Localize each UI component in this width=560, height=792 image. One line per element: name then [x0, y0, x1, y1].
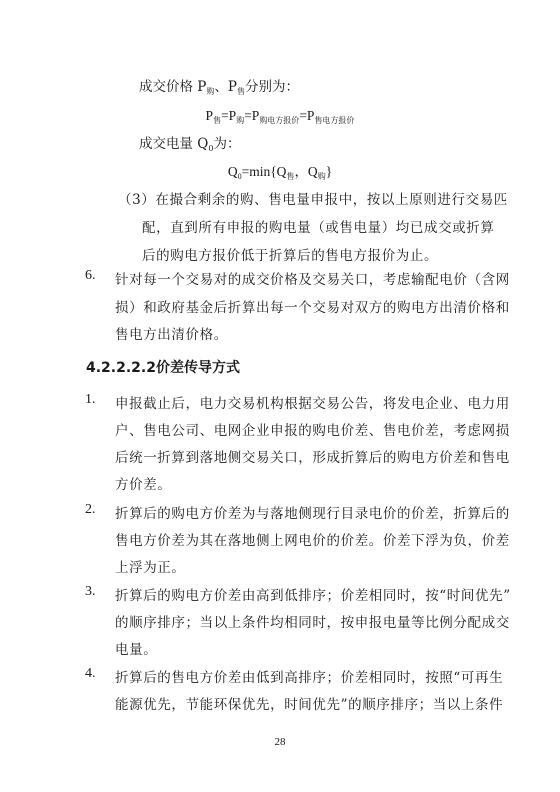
list-item-3-number: 3.: [85, 584, 96, 599]
price-label-line: [139, 77, 299, 99]
q-formula-q: Q: [227, 164, 238, 179]
item6-line-1: 针对每一个交易对的成交价格及交易关口，考虑输配电价（含网: [115, 272, 510, 288]
list-item-4-line-1: 折算后的售电方价差由低到高排序；价差相同时，按照“可再生: [115, 670, 504, 686]
section-title: 价差传导方式: [155, 360, 240, 376]
q-formula-end: }: [325, 164, 333, 179]
page-number: 28: [274, 736, 286, 748]
q-formula-sub: 0: [237, 172, 242, 181]
item6-number: 6.: [85, 268, 96, 283]
formula-eq-1: =P: [221, 108, 237, 123]
quantity-formula: [0, 162, 560, 184]
quantity-label-line: [139, 134, 240, 156]
list-item-4-line-2: 能源优先，节能环保优先，时间优先”的顺序排序；当以上条件: [115, 697, 504, 713]
quantity-sub: 0: [208, 144, 214, 153]
formula-eq-2: =P: [244, 108, 260, 123]
q-formula-sub-sell: 售: [286, 172, 295, 181]
item3-line-2: 配，直到所有申报的购电量（或售电量）均已成交或折算: [142, 220, 495, 236]
list-item-2-line-1: 折算后的购电方价差为与落地侧现行目录电价的价差，折算后的: [115, 506, 510, 522]
formula-eq-3: =P: [299, 108, 315, 123]
formula-p: P: [205, 108, 214, 123]
price-separator: 、P: [214, 79, 237, 95]
list-item-4-number: 4.: [85, 666, 96, 681]
q-formula-sub-buy: 购: [317, 172, 326, 181]
list-item-3-line-1: 折算后的购电方价差由高到低排序；价差相同时，按“时间优先”: [115, 588, 511, 604]
list-item-2-line-2: 售电方价差为其在落地侧上网电价的价差。价差下浮为负，价差: [115, 533, 510, 549]
item3-line-1: （3）在撮合剩余的购、售电量申报中，按以上原则进行交易匹: [118, 192, 508, 208]
formula-sub-4: 售电方报价: [314, 116, 355, 125]
list-item-3-line-3: 电量。: [115, 642, 158, 658]
price-label-text: 成交价格 P: [139, 79, 207, 95]
list-item-1-line-3: 后统一折算到落地侧交易关口，形成折算后的购电方价差和售电: [115, 450, 510, 466]
list-item-2-line-3: 上浮为正。: [115, 560, 186, 576]
item6-line-2: 损）和政府基金后折算出每一个交易对双方的购电方出清价格和: [115, 300, 510, 316]
price-tail: 分别为：: [244, 79, 299, 95]
formula-sub-2: 购: [236, 116, 245, 125]
section-heading: [86, 357, 240, 377]
price-sub-sell: 售: [236, 87, 245, 96]
list-item-1-number: 1.: [85, 392, 96, 407]
formula-sub-1: 售: [213, 116, 222, 125]
list-item-1-line-2: 户、售电公司、电网企业申报的购电价差、售电价差，考虑网损: [115, 423, 510, 439]
section-number: 4.2.2.2.2: [86, 360, 156, 376]
list-item-3-line-2: 的顺序排序；当以上条件均相同时，按申报电量等比例分配成交: [115, 615, 510, 631]
item6-line-3: 售电方出清价格。: [115, 327, 228, 343]
quantity-tail: 为：: [213, 136, 241, 152]
price-sub-buy: 购: [206, 87, 215, 96]
quantity-label-text: 成交电量 Q: [139, 136, 209, 152]
list-item-1-line-4: 方价差。: [115, 477, 172, 493]
q-formula-mid: =min{Q: [241, 164, 287, 179]
price-formula: [0, 106, 560, 128]
list-item-1-line-1: 申报截止后，电力交易机构根据交易公告，将发电企业、电力用: [115, 396, 510, 412]
list-item-2-number: 2.: [85, 502, 96, 517]
formula-sub-3: 购电方报价: [259, 116, 300, 125]
item3-line-3: 后的购电方报价低于折算后的售电方报价为止。: [142, 248, 439, 264]
q-formula-comma: ，Q: [294, 164, 318, 179]
